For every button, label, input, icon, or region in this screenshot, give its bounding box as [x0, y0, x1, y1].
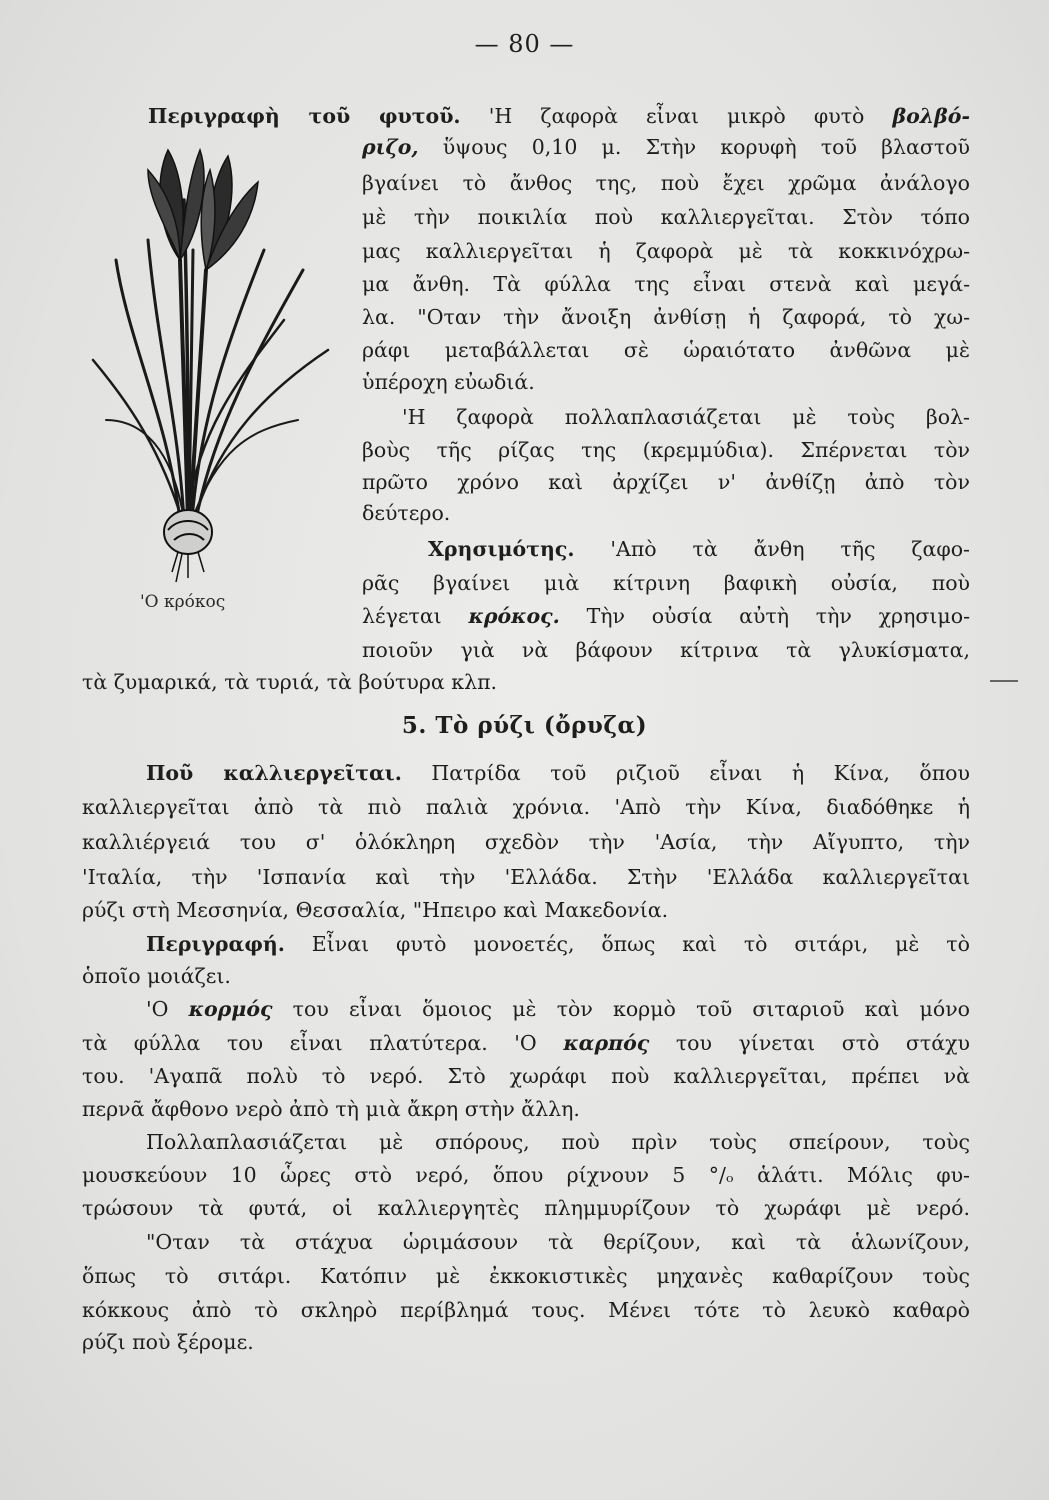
saffron-line-5: μας καλλιεργεῖται ἡ ζαφορὰ μὲ τὰ κοκκινόχρω- [362, 239, 970, 263]
saffron-line-2: ριζο, ὕψους 0,10 μ. Στὴν κορυφὴ τοῦ βλαστοῦ [362, 135, 970, 159]
rice-line-12: Πολλαπλασιάζεται μὲ σπόρους, ποὺ πρὶν τοὺς σπείρουν, τοὺς [146, 1130, 970, 1154]
section-label: Χρησιμότης. [428, 537, 575, 561]
saffron-line-17: ποιοῦν γιὰ νὰ βάφουν κίτρινα τὰ γλυκίσματα, [362, 638, 970, 662]
rice-line-5: ρύζι στὴ Μεσσηνία, Θεσσαλία, "Ηπειρο καὶ Μακεδονία. [82, 898, 669, 922]
rice-line-2: καλλιεργεῖται ἀπὸ τὰ πιὸ παλιὰ χρόνια. 'Απὸ τὴν Κίνα, διαδόθηκε ἡ [82, 795, 970, 819]
saffron-line-18: τὰ ζυμαρικά, τὰ τυριά, τὰ βούτυρα κλπ. [82, 670, 498, 694]
term: κρόκος. [468, 604, 560, 628]
section-label: Περιγραφή. [146, 932, 285, 956]
rice-line-14: τρώσουν τὰ φυτά, οἱ καλλιεργητὲς πλημμυρίζουν τὸ χωράφι μὲ νερό. [82, 1196, 970, 1220]
rice-line-8: 'Ο κορμός του εἶναι ὅμοιος μὲ τὸν κορμὸ τοῦ σιταριοῦ καὶ μόνο [146, 997, 970, 1021]
term: κορμός [188, 997, 273, 1021]
saffron-line-6: μα ἄνθη. Τὰ φύλλα της εἶναι στενὰ καὶ μεγά- [362, 272, 970, 296]
section-heading-rice: 5. Τὸ ρύζι (ὄρυζα) [401, 712, 648, 739]
saffron-line-13: δεύτερο. [362, 501, 451, 525]
rice-line-9: τὰ φύλλα του εἶναι πλατύτερα. 'Ο καρπός του γίνεται στὸ στάχυ [82, 1031, 970, 1055]
saffron-line-3: βγαίνει τὸ ἄνθος της, ποὺ ἔχει χρῶμα ἀνάλογο [362, 171, 970, 195]
term: βολβό- [892, 104, 970, 128]
rice-line-10: του. 'Αγαπᾶ πολὺ τὸ νερό. Στὸ χωράφι ποὺ καλλιεργεῖται, πρέπει νὰ [82, 1064, 970, 1088]
saffron-line-9: ὑπέροχη εὐωδιά. [362, 370, 535, 394]
saffron-line-8: ράφι μεταβάλλεται σὲ ὡραιότατο ἀνθῶνα μὲ [362, 338, 970, 362]
page-number: — 80 — [474, 30, 575, 58]
rice-line-16: ὅπως τὸ σιτάρι. Κατόπιν μὲ ἐκκοκιστικὲς μηχανὲς καθαρίζουν τοὺς [82, 1264, 970, 1288]
saffron-line-12: πρῶτο χρόνο καὶ ἀρχίζει ν' ἀνθίζῃ ἀπὸ τὸν [362, 470, 970, 494]
rice-line-13: μουσκεύουν 10 ὧρες στὸ νερό, ὅπου ρίχνουν 5 °/ₒ ἁλάτι. Μόλις φυ- [82, 1163, 970, 1187]
rice-line-18: ρύζι ποὺ ξέρομε. [82, 1330, 254, 1354]
rice-line-11: περνᾶ ἄφθονο νερὸ ἀπὸ τὴ μιὰ ἄκρη στὴν ἄλλη. [82, 1097, 580, 1121]
section-label: Ποῦ καλλιεργεῖται. [146, 761, 402, 785]
rice-line-4: 'Ιταλία, τὴν 'Ισπανία καὶ τὴν 'Ελλάδα. Στὴν 'Ελλάδα καλλιεργεῖται [82, 865, 970, 889]
rice-line-6: Περιγραφή. Εἶναι φυτὸ μονοετές, ὅπως καὶ τὸ σιτάρι, μὲ τὸ [146, 932, 970, 956]
saffron-line-10: 'Η ζαφορὰ πολλαπλασιάζεται μὲ τοὺς βολ- [402, 405, 970, 429]
saffron-line-11: βοὺς τῆς ρίζας της (κρεμμύδια). Σπέρνεται τὸν [362, 438, 970, 462]
saffron-line-14: Χρησιμότης. 'Απὸ τὰ ἄνθη τῆς ζαφο- [428, 537, 970, 561]
saffron-line-15: ρᾶς βγαίνει μιὰ κίτρινη βαφικὴ οὐσία, ποὺ [362, 571, 970, 595]
rice-line-7: ὁποῖο μοιάζει. [82, 964, 231, 988]
margin-mark [990, 680, 1018, 682]
term: ριζο, [362, 135, 419, 159]
saffron-line-7: λα. "Οταν τὴν ἄνοιξη ἀνθίσῃ ἡ ζαφορά, τὸ χω- [362, 305, 970, 329]
rice-line-17: κόκκους ἀπὸ τὸ σκληρὸ περίβλημά τους. Μένει τότε τὸ λευκὸ καθαρὸ [82, 1298, 970, 1322]
figure-caption: 'Ο κρόκος [140, 592, 226, 612]
saffron-line-1: Περιγραφὴ τοῦ φυτοῦ. 'Η ζαφορὰ εἶναι μικρὸ φυτὸ βολβό- [148, 104, 970, 128]
saffron-line-16: λέγεται κρόκος. Τὴν οὐσία αὐτὴ τὴν χρησιμο- [362, 604, 970, 628]
term: καρπός [563, 1031, 650, 1055]
rice-line-3: καλλιέργειά του σ' ὁλόκληρη σχεδὸν τὴν 'Ασία, τὴν Αἴγυπτο, τὴν [82, 830, 970, 854]
saffron-line-4: μὲ τὴν ποικιλία ποὺ καλλιεργεῖται. Στὸν τόπο [362, 205, 970, 229]
rice-line-15: "Οταν τὰ στάχυα ὡριμάσουν τὰ θερίζουν, καὶ τὰ ἁλωνίζουν, [146, 1230, 970, 1254]
rice-line-1: Ποῦ καλλιεργεῖται. Πατρίδα τοῦ ριζιοῦ εἶναι ἡ Κίνα, ὅπου [146, 761, 970, 785]
section-label: Περιγραφὴ τοῦ φυτοῦ. [148, 104, 461, 128]
crocus-plant-illustration [88, 120, 348, 590]
